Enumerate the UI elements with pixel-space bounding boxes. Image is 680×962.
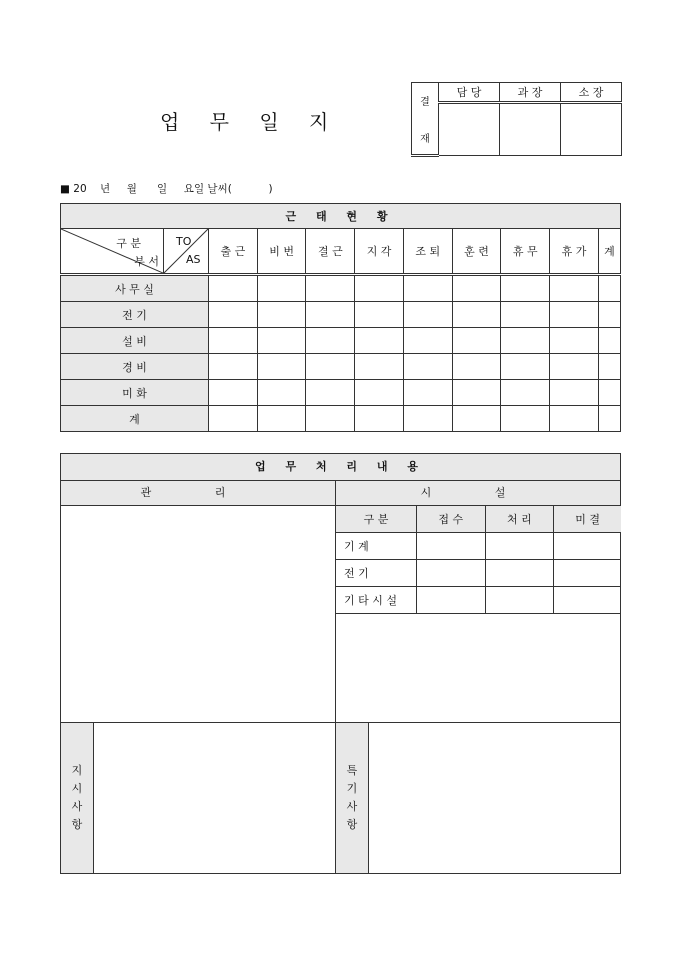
- approval-label-top: 결: [420, 96, 430, 108]
- attendance-cell[interactable]: [257, 406, 306, 432]
- attendance-cell[interactable]: [209, 302, 258, 328]
- facility-col-pending: 미 결: [554, 506, 621, 533]
- attendance-cell[interactable]: [598, 275, 620, 302]
- to-as-cell: [164, 229, 209, 275]
- attendance-row: [61, 406, 621, 432]
- facility-col-category: 구 분: [336, 506, 417, 533]
- col-attend: 출 근: [209, 229, 258, 275]
- col-vacation: 휴 가: [550, 229, 599, 275]
- col-off-duty: 비 번: [257, 229, 306, 275]
- attendance-cell[interactable]: [550, 302, 599, 328]
- attendance-cell[interactable]: [501, 328, 550, 354]
- attendance-cell[interactable]: [550, 406, 599, 432]
- remarks-label-text: 특 기 사 항: [346, 764, 358, 831]
- facility-heading: 시 설: [336, 481, 620, 506]
- facility-table: [336, 506, 621, 614]
- col-total: 계: [598, 229, 620, 275]
- work-content-section: [60, 453, 621, 874]
- facility-row: [336, 560, 621, 587]
- attendance-cell[interactable]: [257, 302, 306, 328]
- attendance-cell[interactable]: [355, 380, 404, 406]
- facility-col-processed: 처 리: [485, 506, 554, 533]
- col-training: 훈 련: [452, 229, 501, 275]
- attendance-cell[interactable]: [403, 302, 452, 328]
- attendance-cell[interactable]: [257, 380, 306, 406]
- attendance-cell[interactable]: [452, 275, 501, 302]
- attendance-cell[interactable]: [403, 328, 452, 354]
- attendance-cell[interactable]: [209, 328, 258, 354]
- attendance-row-label: 경 비: [61, 354, 209, 380]
- instructions-label: [61, 723, 94, 873]
- attendance-cell[interactable]: [598, 380, 620, 406]
- attendance-cell[interactable]: [209, 275, 258, 302]
- approval-col-director: 소 장: [561, 83, 622, 103]
- approval-side-label: [412, 83, 439, 156]
- attendance-cell[interactable]: [306, 328, 355, 354]
- facility-row-label: 전 기: [336, 560, 417, 587]
- facility-cell[interactable]: [485, 533, 554, 560]
- attendance-row: [61, 302, 621, 328]
- approval-label-bottom: 재: [420, 133, 430, 145]
- attendance-cell[interactable]: [257, 275, 306, 302]
- attendance-cell[interactable]: [550, 275, 599, 302]
- attendance-cell[interactable]: [550, 328, 599, 354]
- management-heading: 관 리: [61, 481, 336, 506]
- attendance-row-label: 설 비: [61, 328, 209, 354]
- as-label: AS: [186, 253, 201, 266]
- col-late: 지 각: [355, 229, 404, 275]
- approval-sign-manager[interactable]: [439, 103, 500, 156]
- attendance-cell[interactable]: [355, 275, 404, 302]
- attendance-cell[interactable]: [598, 406, 620, 432]
- attendance-cell[interactable]: [550, 354, 599, 380]
- facility-row-label: 기 계: [336, 533, 417, 560]
- attendance-cell[interactable]: [403, 354, 452, 380]
- facility-col-received: 접 수: [417, 506, 486, 533]
- attendance-cell[interactable]: [306, 302, 355, 328]
- attendance-cell[interactable]: [403, 275, 452, 302]
- remarks-label: [336, 723, 369, 873]
- management-content-area[interactable]: [61, 506, 335, 722]
- attendance-cell[interactable]: [598, 354, 620, 380]
- facility-content-area[interactable]: [336, 618, 620, 722]
- attendance-cell[interactable]: [403, 380, 452, 406]
- col-day-off: 휴 무: [501, 229, 550, 275]
- attendance-cell[interactable]: [452, 406, 501, 432]
- approval-box: [411, 82, 622, 157]
- attendance-row: [61, 354, 621, 380]
- attendance-cell[interactable]: [452, 380, 501, 406]
- work-heading: 업 무 처 리 내 용: [61, 454, 620, 481]
- attendance-row-label: 전 기: [61, 302, 209, 328]
- facility-cell[interactable]: [417, 533, 486, 560]
- attendance-cell[interactable]: [257, 354, 306, 380]
- attendance-cell[interactable]: [306, 354, 355, 380]
- facility-cell[interactable]: [417, 587, 486, 614]
- facility-cell[interactable]: [554, 560, 621, 587]
- attendance-cell[interactable]: [355, 406, 404, 432]
- approval-sign-section-chief[interactable]: [500, 103, 561, 156]
- to-label: TO: [176, 235, 192, 248]
- facility-cell[interactable]: [485, 587, 554, 614]
- attendance-cell[interactable]: [355, 302, 404, 328]
- attendance-heading: 근 태 현 황: [61, 204, 621, 229]
- attendance-cell[interactable]: [452, 328, 501, 354]
- facility-row: [336, 587, 621, 614]
- date-weather-line: ■ 20 년 월 일 요일 날씨( ): [60, 183, 273, 195]
- attendance-cell[interactable]: [598, 302, 620, 328]
- attendance-row: [61, 328, 621, 354]
- attendance-cell[interactable]: [209, 380, 258, 406]
- attendance-table: [60, 203, 621, 432]
- facility-row: [336, 533, 621, 560]
- attendance-cell[interactable]: [452, 354, 501, 380]
- attendance-cell[interactable]: [501, 302, 550, 328]
- col-absent: 결 근: [306, 229, 355, 275]
- corner-label-category: 구 분: [116, 237, 141, 250]
- attendance-corner-cell: [61, 229, 164, 275]
- remarks-content-area[interactable]: [370, 723, 620, 873]
- page-title: 업 무 일 지: [160, 110, 341, 134]
- attendance-cell[interactable]: [501, 406, 550, 432]
- approval-col-manager: 담 당: [439, 83, 500, 103]
- facility-row-label: 기 타 시 설: [336, 587, 417, 614]
- attendance-body: [61, 275, 621, 432]
- attendance-cell[interactable]: [501, 380, 550, 406]
- attendance-cell[interactable]: [501, 354, 550, 380]
- attendance-row-label: 미 화: [61, 380, 209, 406]
- instructions-content-area[interactable]: [95, 723, 335, 873]
- col-early-leave: 조 퇴: [403, 229, 452, 275]
- attendance-row: [61, 380, 621, 406]
- attendance-cell[interactable]: [209, 354, 258, 380]
- attendance-cell[interactable]: [501, 275, 550, 302]
- attendance-cell[interactable]: [452, 302, 501, 328]
- approval-sign-director[interactable]: [561, 103, 622, 156]
- attendance-row-label: 사 무 실: [61, 275, 209, 302]
- facility-cell[interactable]: [554, 533, 621, 560]
- facility-cell[interactable]: [485, 560, 554, 587]
- corner-label-department: 부 서: [134, 255, 159, 268]
- facility-cell[interactable]: [554, 587, 621, 614]
- instructions-label-text: 지 시 사 항: [71, 764, 83, 831]
- facility-cell[interactable]: [417, 560, 486, 587]
- approval-col-section-chief: 과 장: [500, 83, 561, 103]
- attendance-cell[interactable]: [355, 354, 404, 380]
- attendance-cell[interactable]: [550, 380, 599, 406]
- attendance-cell[interactable]: [403, 406, 452, 432]
- attendance-cell[interactable]: [355, 328, 404, 354]
- attendance-cell[interactable]: [598, 328, 620, 354]
- attendance-cell[interactable]: [306, 380, 355, 406]
- attendance-cell[interactable]: [257, 328, 306, 354]
- attendance-cell[interactable]: [209, 406, 258, 432]
- attendance-cell[interactable]: [306, 406, 355, 432]
- attendance-row: [61, 275, 621, 302]
- facility-body: [336, 533, 621, 614]
- attendance-cell[interactable]: [306, 275, 355, 302]
- attendance-row-label: 계: [61, 406, 209, 432]
